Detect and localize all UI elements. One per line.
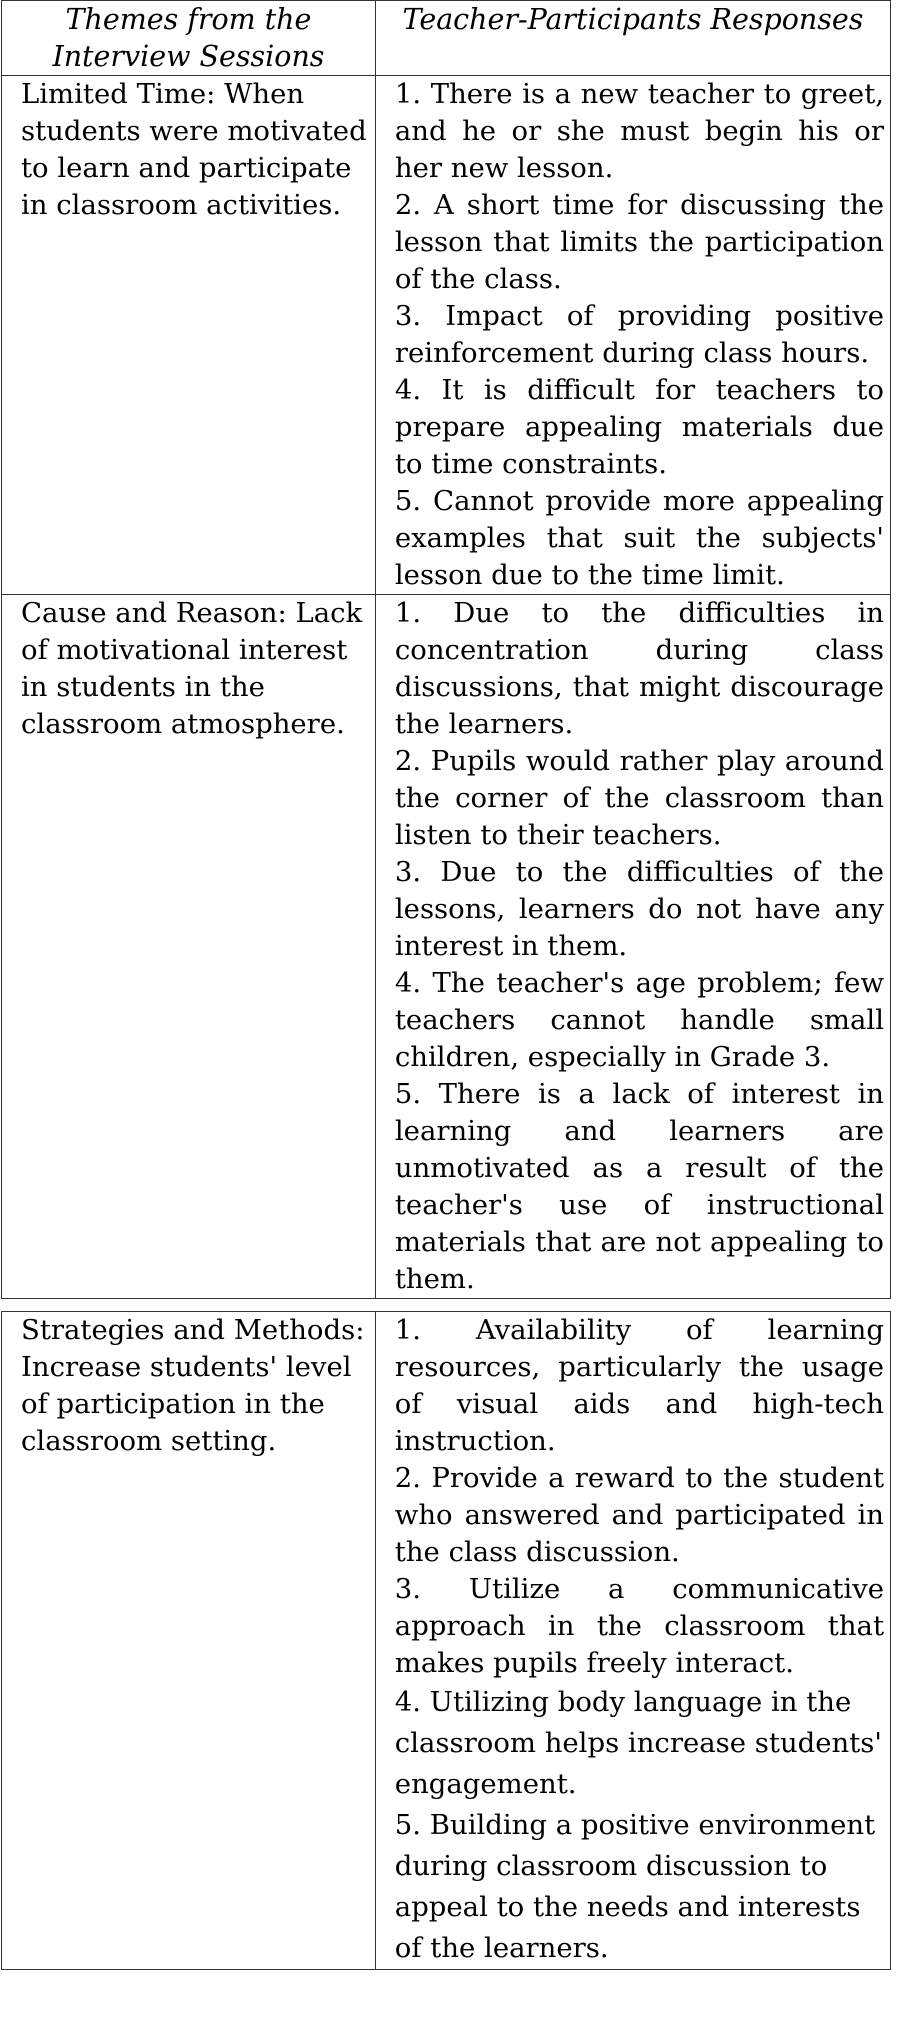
response-item: 2. A short time for discussing the lesson that limits the participation of the class. [394, 189, 884, 295]
response-item: 4. The teacher's age problem; few teachers cannot handle small children, especially in Grade 3. [394, 967, 884, 1073]
response-item: 4. Utilizing body language in the classroom helps increase students' engagement. [394, 1686, 882, 1800]
responses-limited-time [375, 76, 890, 595]
response-item: 5. There is a lack of interest in learning and learners are unmotivated as a result of the teacher's use of instructional materials that are not appealing to them. [394, 1078, 884, 1295]
response-item: 3. Due to the difficulties of the lessons, learners do not have any interest in them. [394, 856, 884, 962]
theme-strategies-and-methods: Strategies and Methods: Increase students' level of participation in the classroom setting. [2, 1312, 376, 1970]
header-themes: Themes from the Interview Sessions [2, 1, 376, 76]
response-item: 4. It is difficult for teachers to prepare appealing materials due to time constraints. [394, 374, 884, 480]
theme-cause-and-reason: Cause and Reason: Lack of motivational interest in students in the classroom atmosphere. [2, 595, 376, 1299]
table-header-row [2, 1, 891, 76]
themes-table-part-2 [1, 1311, 891, 1970]
themes-table-part-1 [1, 0, 891, 1299]
response-item: 5. Cannot provide more appealing examples that suit the subjects' lesson due to the time limit. [394, 485, 884, 591]
table-row [2, 76, 891, 595]
header-responses: Teacher-Participants Responses [375, 1, 890, 76]
responses-strategies-and-methods [375, 1312, 890, 1970]
response-item: 5. Building a positive environment during classroom discussion to appeal to the needs and interests of the learners. [394, 1809, 876, 1964]
responses-cause-and-reason [375, 595, 890, 1299]
theme-limited-time: Limited Time: When students were motivated to learn and participate in classroom activities. [2, 76, 376, 595]
response-item: 2. Pupils would rather play around the corner of the classroom than listen to their teachers. [394, 745, 884, 851]
response-item: 1. Availability of learning resources, particularly the usage of visual aids and high-tech instruction. [394, 1314, 884, 1457]
response-item: 1. Due to the difficulties in concentration during class discussions, that might discourage the learners. [394, 597, 884, 740]
response-item: 1. There is a new teacher to greet, and he or she must begin his or her new lesson. [394, 78, 884, 184]
table-row [2, 595, 891, 1299]
response-item: 3. Utilize a communicative approach in the classroom that makes pupils freely interact. [394, 1573, 884, 1679]
table-row [2, 1312, 891, 1970]
response-item: 3. Impact of providing positive reinforcement during class hours. [394, 300, 884, 369]
response-item: 2. Provide a reward to the student who answered and participated in the class discussion. [394, 1462, 884, 1568]
